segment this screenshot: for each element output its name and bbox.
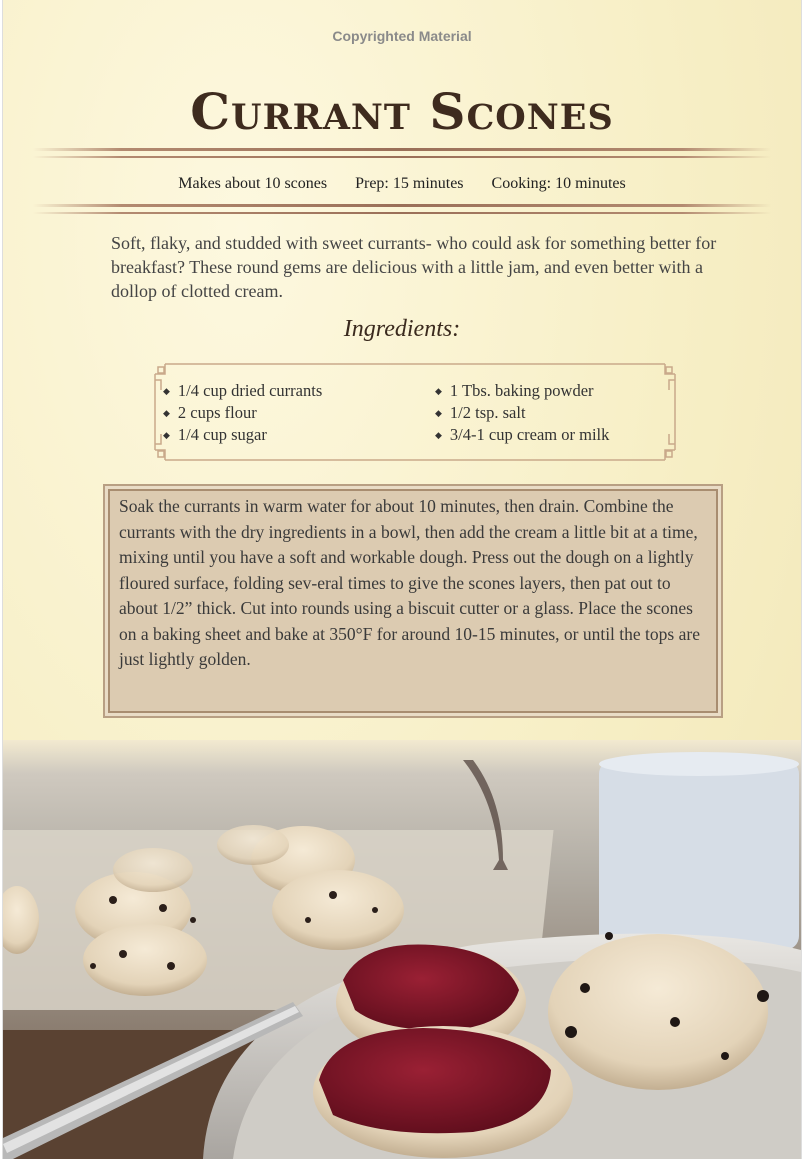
meta-rule-top xyxy=(33,204,771,207)
list-item: ◆ 1/2 tsp. salt xyxy=(435,402,609,424)
intro-paragraph: Soft, flaky, and studded with sweet currants- who could ask for something better for breakfast? These round gems are delicious with a little jam, and even better with a dollop of clotted cream. xyxy=(111,233,717,301)
method-box xyxy=(103,484,723,718)
method-text: Soak the currants in warm water for about 10 minutes, then drain. Combine the currants with the dry ingredients in a bowl, then add the cream a little bit at a time, mixing until you have a soft and workable dough. Press out the dough on a lightly floured surface, folding sev-eral times to give the scones layers, then pat out to about 1/2” thick. Cut into rounds using a biscuit cutter or a glass. Place the scones on a baking sheet and bake at 350°F for around 10-15 minutes, or until the tops are just lightly golden. xyxy=(119,496,700,669)
prep-time: Prep: 15 minutes xyxy=(355,175,464,192)
recipe-meta xyxy=(3,175,801,193)
ingredients-heading: Ingredients: xyxy=(343,316,461,342)
ingredients-list-left xyxy=(163,380,322,446)
ingredients-box xyxy=(151,360,679,464)
meta-rule-bottom xyxy=(33,212,771,214)
copyright-notice: Copyrighted Material xyxy=(332,28,472,44)
list-item: ◆ 2 cups flour xyxy=(163,402,322,424)
recipe-title: Currant Scones xyxy=(190,82,614,141)
list-item: ◆ 1 Tbs. baking powder xyxy=(435,380,609,402)
list-item: ◆ 3/4-1 cup cream or milk xyxy=(435,424,609,446)
recipe-page xyxy=(2,0,802,1159)
list-item: ◆ 1/4 cup dried currants xyxy=(163,380,322,402)
title-rule-top xyxy=(33,148,771,151)
title-rule-bottom xyxy=(33,156,771,158)
list-item: ◆ 1/4 cup sugar xyxy=(163,424,322,446)
scones-photo-image xyxy=(3,740,801,1159)
cooking-time: Cooking: 10 minutes xyxy=(491,175,626,192)
ingredients-list-right xyxy=(435,380,609,446)
scones-photo xyxy=(3,740,801,1159)
yield-text: Makes about 10 scones xyxy=(178,175,328,192)
